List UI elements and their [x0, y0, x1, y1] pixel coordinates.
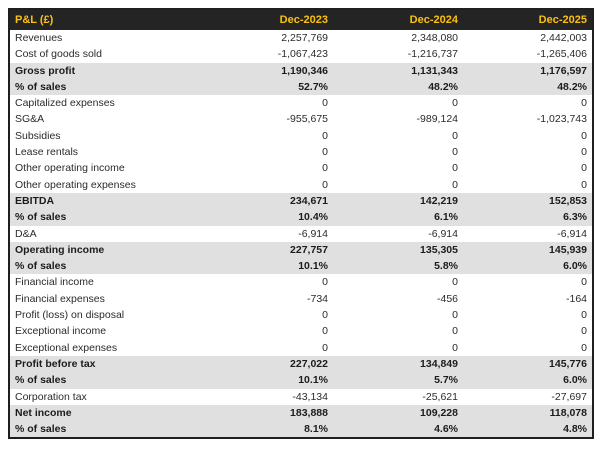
row-label: SG&A [9, 111, 203, 127]
cell-value: 0 [463, 323, 593, 339]
pl-statement [8, 8, 594, 439]
table-row [9, 128, 593, 144]
cell-value: 1,131,343 [333, 63, 463, 79]
column-header: Dec-2025 [463, 9, 593, 30]
cell-value: 6.0% [463, 258, 593, 274]
cell-value: 2,257,769 [203, 30, 333, 46]
cell-value: 0 [463, 160, 593, 176]
cell-value: 2,442,003 [463, 30, 593, 46]
table-row [9, 193, 593, 209]
cell-value: 4.8% [463, 421, 593, 438]
row-label: Other operating income [9, 160, 203, 176]
cell-value: 10.1% [203, 258, 333, 274]
cell-value: 0 [463, 128, 593, 144]
cell-value: -1,067,423 [203, 46, 333, 62]
table-row [9, 177, 593, 193]
row-label: % of sales [9, 258, 203, 274]
table-row [9, 63, 593, 79]
cell-value: 52.7% [203, 79, 333, 95]
table-row [9, 274, 593, 290]
cell-value: 0 [203, 274, 333, 290]
cell-value: 0 [203, 144, 333, 160]
cell-value: 135,305 [333, 242, 463, 258]
table-body [9, 30, 593, 438]
cell-value: 134,849 [333, 356, 463, 372]
cell-value: 0 [463, 177, 593, 193]
cell-value: 0 [333, 307, 463, 323]
table-row [9, 389, 593, 405]
cell-value: 0 [333, 340, 463, 356]
cell-value: 145,776 [463, 356, 593, 372]
table-row [9, 209, 593, 225]
row-label: Lease rentals [9, 144, 203, 160]
row-label: EBITDA [9, 193, 203, 209]
row-label: D&A [9, 226, 203, 242]
cell-value: 0 [203, 177, 333, 193]
table-row [9, 144, 593, 160]
cell-value: -164 [463, 291, 593, 307]
cell-value: 6.3% [463, 209, 593, 225]
cell-value: -27,697 [463, 389, 593, 405]
cell-value: 0 [203, 340, 333, 356]
row-label: Net income [9, 405, 203, 421]
row-label: Gross profit [9, 63, 203, 79]
row-label: Exceptional income [9, 323, 203, 339]
row-label: Profit before tax [9, 356, 203, 372]
cell-value: 118,078 [463, 405, 593, 421]
cell-value: -734 [203, 291, 333, 307]
cell-value: -456 [333, 291, 463, 307]
cell-value: 5.8% [333, 258, 463, 274]
table-row [9, 421, 593, 438]
cell-value: 8.1% [203, 421, 333, 438]
table-row [9, 307, 593, 323]
row-label: Operating income [9, 242, 203, 258]
cell-value: 227,757 [203, 242, 333, 258]
cell-value: 0 [463, 274, 593, 290]
column-header: Dec-2023 [203, 9, 333, 30]
row-label: Cost of goods sold [9, 46, 203, 62]
cell-value: -955,675 [203, 111, 333, 127]
cell-value: 2,348,080 [333, 30, 463, 46]
table-row [9, 226, 593, 242]
table-row [9, 356, 593, 372]
cell-value: 0 [333, 323, 463, 339]
cell-value: 183,888 [203, 405, 333, 421]
cell-value: 10.4% [203, 209, 333, 225]
cell-value: 0 [203, 95, 333, 111]
cell-value: 0 [333, 128, 463, 144]
cell-value: -6,914 [463, 226, 593, 242]
table-row [9, 95, 593, 111]
cell-value: 1,190,346 [203, 63, 333, 79]
table-title: P&L (£) [9, 9, 203, 30]
cell-value: 0 [463, 144, 593, 160]
table-row [9, 111, 593, 127]
cell-value: 227,022 [203, 356, 333, 372]
row-label: % of sales [9, 79, 203, 95]
cell-value: 0 [203, 160, 333, 176]
cell-value: 0 [203, 128, 333, 144]
cell-value: 4.6% [333, 421, 463, 438]
table-row [9, 242, 593, 258]
cell-value: 0 [333, 177, 463, 193]
row-label: % of sales [9, 372, 203, 388]
row-label: Other operating expenses [9, 177, 203, 193]
cell-value: -6,914 [203, 226, 333, 242]
cell-value: 0 [203, 307, 333, 323]
row-label: Financial income [9, 274, 203, 290]
cell-value: 0 [463, 307, 593, 323]
cell-value: -43,134 [203, 389, 333, 405]
table-row [9, 160, 593, 176]
row-label: % of sales [9, 421, 203, 438]
row-label: Exceptional expenses [9, 340, 203, 356]
table-row [9, 372, 593, 388]
cell-value: 5.7% [333, 372, 463, 388]
cell-value: 0 [463, 340, 593, 356]
cell-value: 0 [333, 95, 463, 111]
cell-value: -6,914 [333, 226, 463, 242]
table-row [9, 291, 593, 307]
cell-value: 145,939 [463, 242, 593, 258]
row-label: Financial expenses [9, 291, 203, 307]
row-label: Profit (loss) on disposal [9, 307, 203, 323]
column-header: Dec-2024 [333, 9, 463, 30]
cell-value: 152,853 [463, 193, 593, 209]
cell-value: -1,265,406 [463, 46, 593, 62]
row-label: Corporation tax [9, 389, 203, 405]
row-label: Capitalized expenses [9, 95, 203, 111]
cell-value: 0 [333, 274, 463, 290]
cell-value: 48.2% [463, 79, 593, 95]
table-row [9, 79, 593, 95]
cell-value: 0 [333, 144, 463, 160]
table-row [9, 323, 593, 339]
cell-value: 0 [463, 95, 593, 111]
cell-value: 48.2% [333, 79, 463, 95]
table-row [9, 340, 593, 356]
cell-value: 0 [203, 323, 333, 339]
cell-value: 234,671 [203, 193, 333, 209]
table-row [9, 258, 593, 274]
table-row [9, 46, 593, 62]
row-label: Revenues [9, 30, 203, 46]
cell-value: -1,216,737 [333, 46, 463, 62]
table-row [9, 30, 593, 46]
table-header-row [9, 9, 593, 30]
cell-value: 10.1% [203, 372, 333, 388]
cell-value: -1,023,743 [463, 111, 593, 127]
pl-table [8, 8, 594, 439]
cell-value: 6.1% [333, 209, 463, 225]
table-row [9, 405, 593, 421]
cell-value: 109,228 [333, 405, 463, 421]
row-label: % of sales [9, 209, 203, 225]
cell-value: -989,124 [333, 111, 463, 127]
cell-value: 1,176,597 [463, 63, 593, 79]
cell-value: 142,219 [333, 193, 463, 209]
cell-value: 6.0% [463, 372, 593, 388]
cell-value: 0 [333, 160, 463, 176]
row-label: Subsidies [9, 128, 203, 144]
cell-value: -25,621 [333, 389, 463, 405]
